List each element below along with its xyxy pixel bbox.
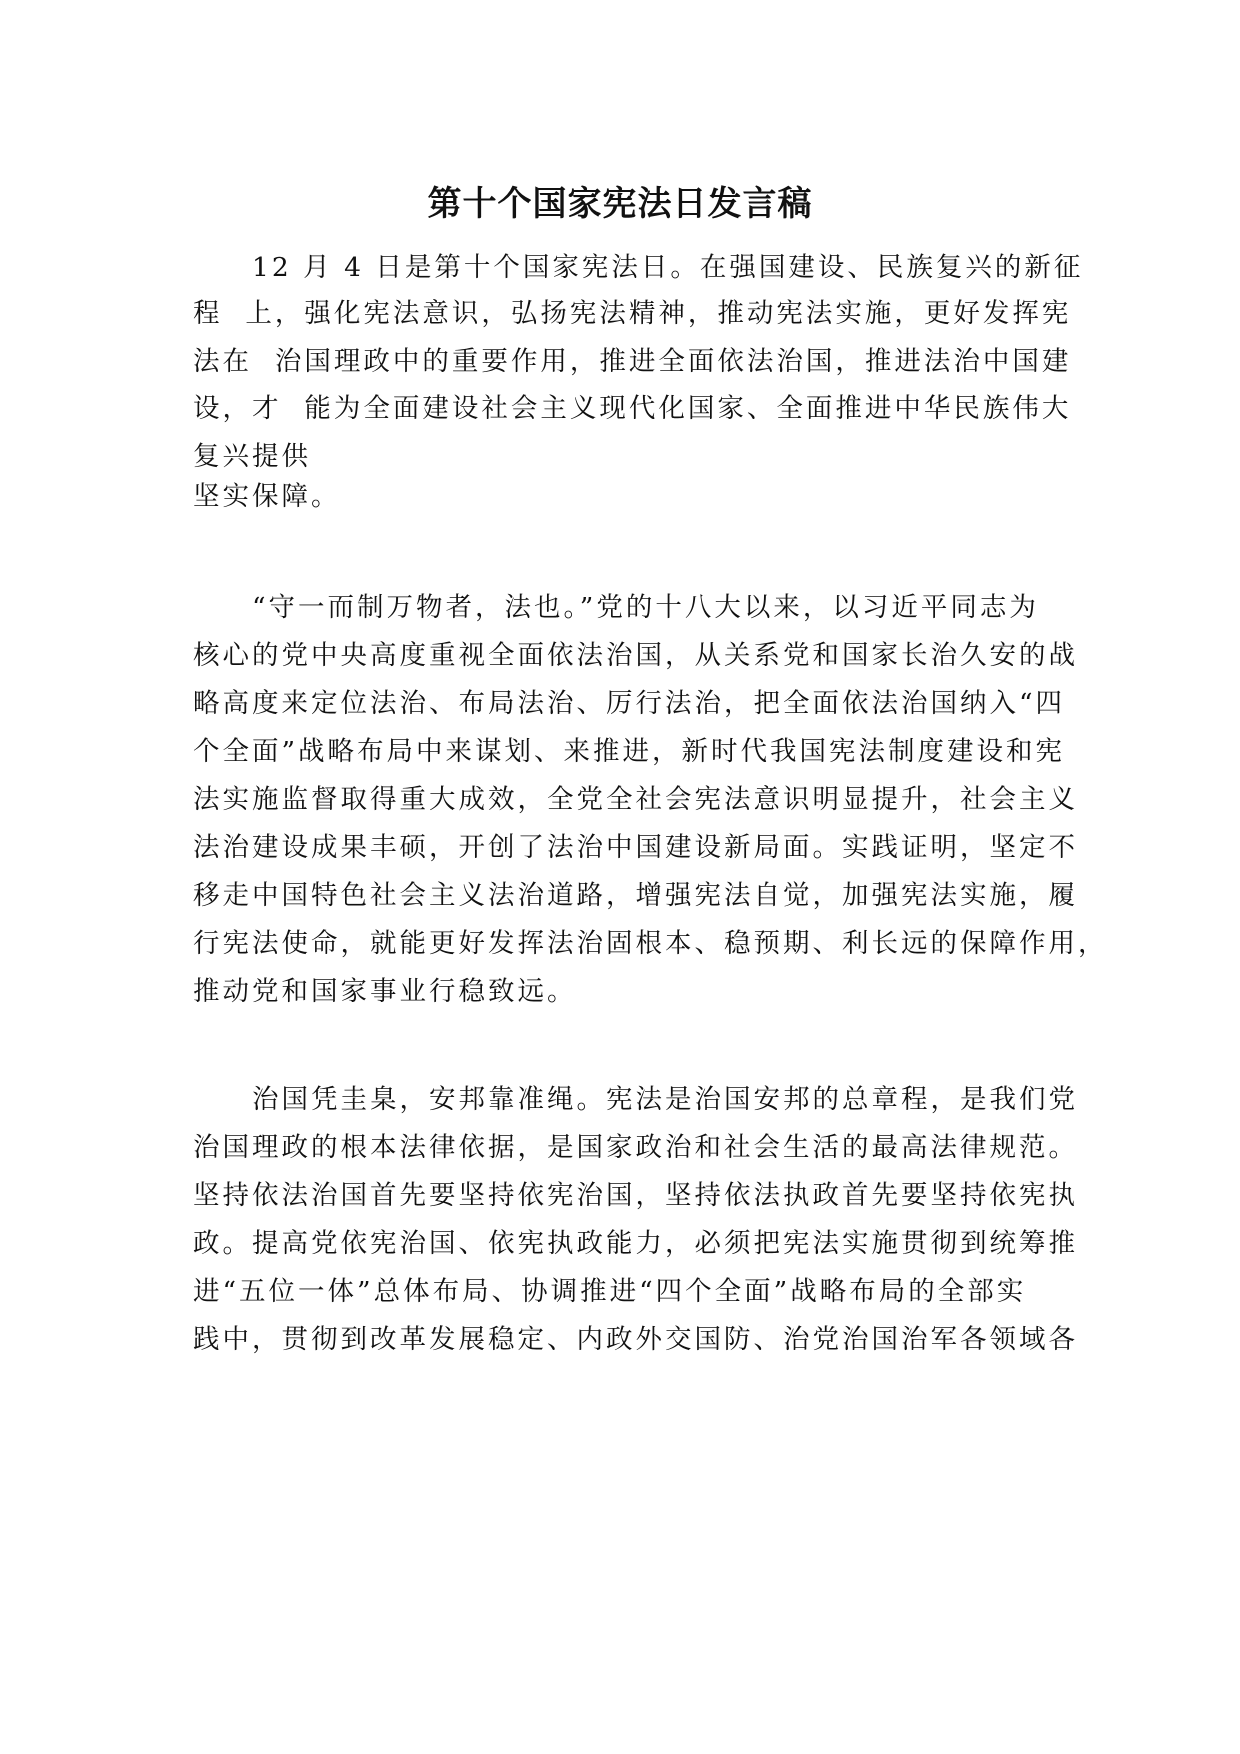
paragraph-3-line-6: 践中，贯彻到改革发展稳定、内政外交国防、治党治国治军各领域各: [193, 1324, 1078, 1355]
paragraph-2-line-1: “守一而制万物者，法也。”党的十八大以来，以习近平同志为: [193, 592, 1039, 623]
paragraph-3-line-5: 进“五位一体”总体布局、协调推进“四个全面”战略布局的全部实: [193, 1276, 1027, 1307]
paragraph-1-line-6: 坚实保障。: [193, 481, 341, 512]
paragraph-1-line-5: 复兴提供: [193, 441, 311, 472]
paragraph-2-line-4: 个全面”战略布局中来谋划、来推进，新时代我国宪法制度建设和宪: [193, 736, 1066, 767]
paragraph-2-line-9: 推动党和国家事业行稳致远。: [193, 976, 577, 1007]
page-title: 第十个国家宪法日发言稿: [427, 184, 813, 224]
paragraph-2-line-7: 移走中国特色社会主义法治道路，增强宪法自觉，加强宪法实施，履: [193, 880, 1078, 911]
paragraph-3-line-3: 坚持依法治国首先要坚持依宪治国，坚持依法执政首先要坚持依宪执: [193, 1180, 1078, 1211]
paragraph-2-line-5: 法实施监督取得重大成效，全党全社会宪法意识明显提升，社会主义: [193, 784, 1078, 815]
paragraph-1-line-3: 法在 治国理政中的重要作用，推进全面依法治国，推进法治中国建: [193, 346, 1072, 377]
paragraph-1-line-2: 程 上，强化宪法意识，弘扬宪法精神，推动宪法实施，更好发挥宪: [193, 298, 1072, 329]
paragraph-2-line-3: 略高度来定位法治、布局法治、厉行法治，把全面依法治国纳入“四: [193, 688, 1066, 719]
paragraph-2-line-8: 行宪法使命，就能更好发挥法治固根本、稳预期、利长远的保障作用，: [193, 928, 1108, 959]
paragraph-3-line-2: 治国理政的根本法律依据，是国家政治和社会生活的最高法律规范。: [193, 1132, 1078, 1163]
paragraph-3-line-4: 政。提高党依宪治国、依宪执政能力，必须把宪法实施贯彻到统筹推: [193, 1228, 1078, 1259]
paragraph-1-line-4: 设，才 能为全面建设社会主义现代化国家、全面推进中华民族伟大: [193, 393, 1072, 424]
paragraph-3-line-1: 治国凭圭臬，安邦靠准绳。宪法是治国安邦的总章程，是我们党: [193, 1084, 1078, 1115]
paragraph-1-line-1: 12 月 4 日是第十个国家宪法日。在强国建设、民族复兴的新征: [193, 252, 1084, 283]
paragraph-2-line-2: 核心的党中央高度重视全面依法治国，从关系党和国家长治久安的战: [193, 640, 1078, 671]
paragraph-2-line-6: 法治建设成果丰硕，开创了法治中国建设新局面。实践证明，坚定不: [193, 832, 1078, 863]
